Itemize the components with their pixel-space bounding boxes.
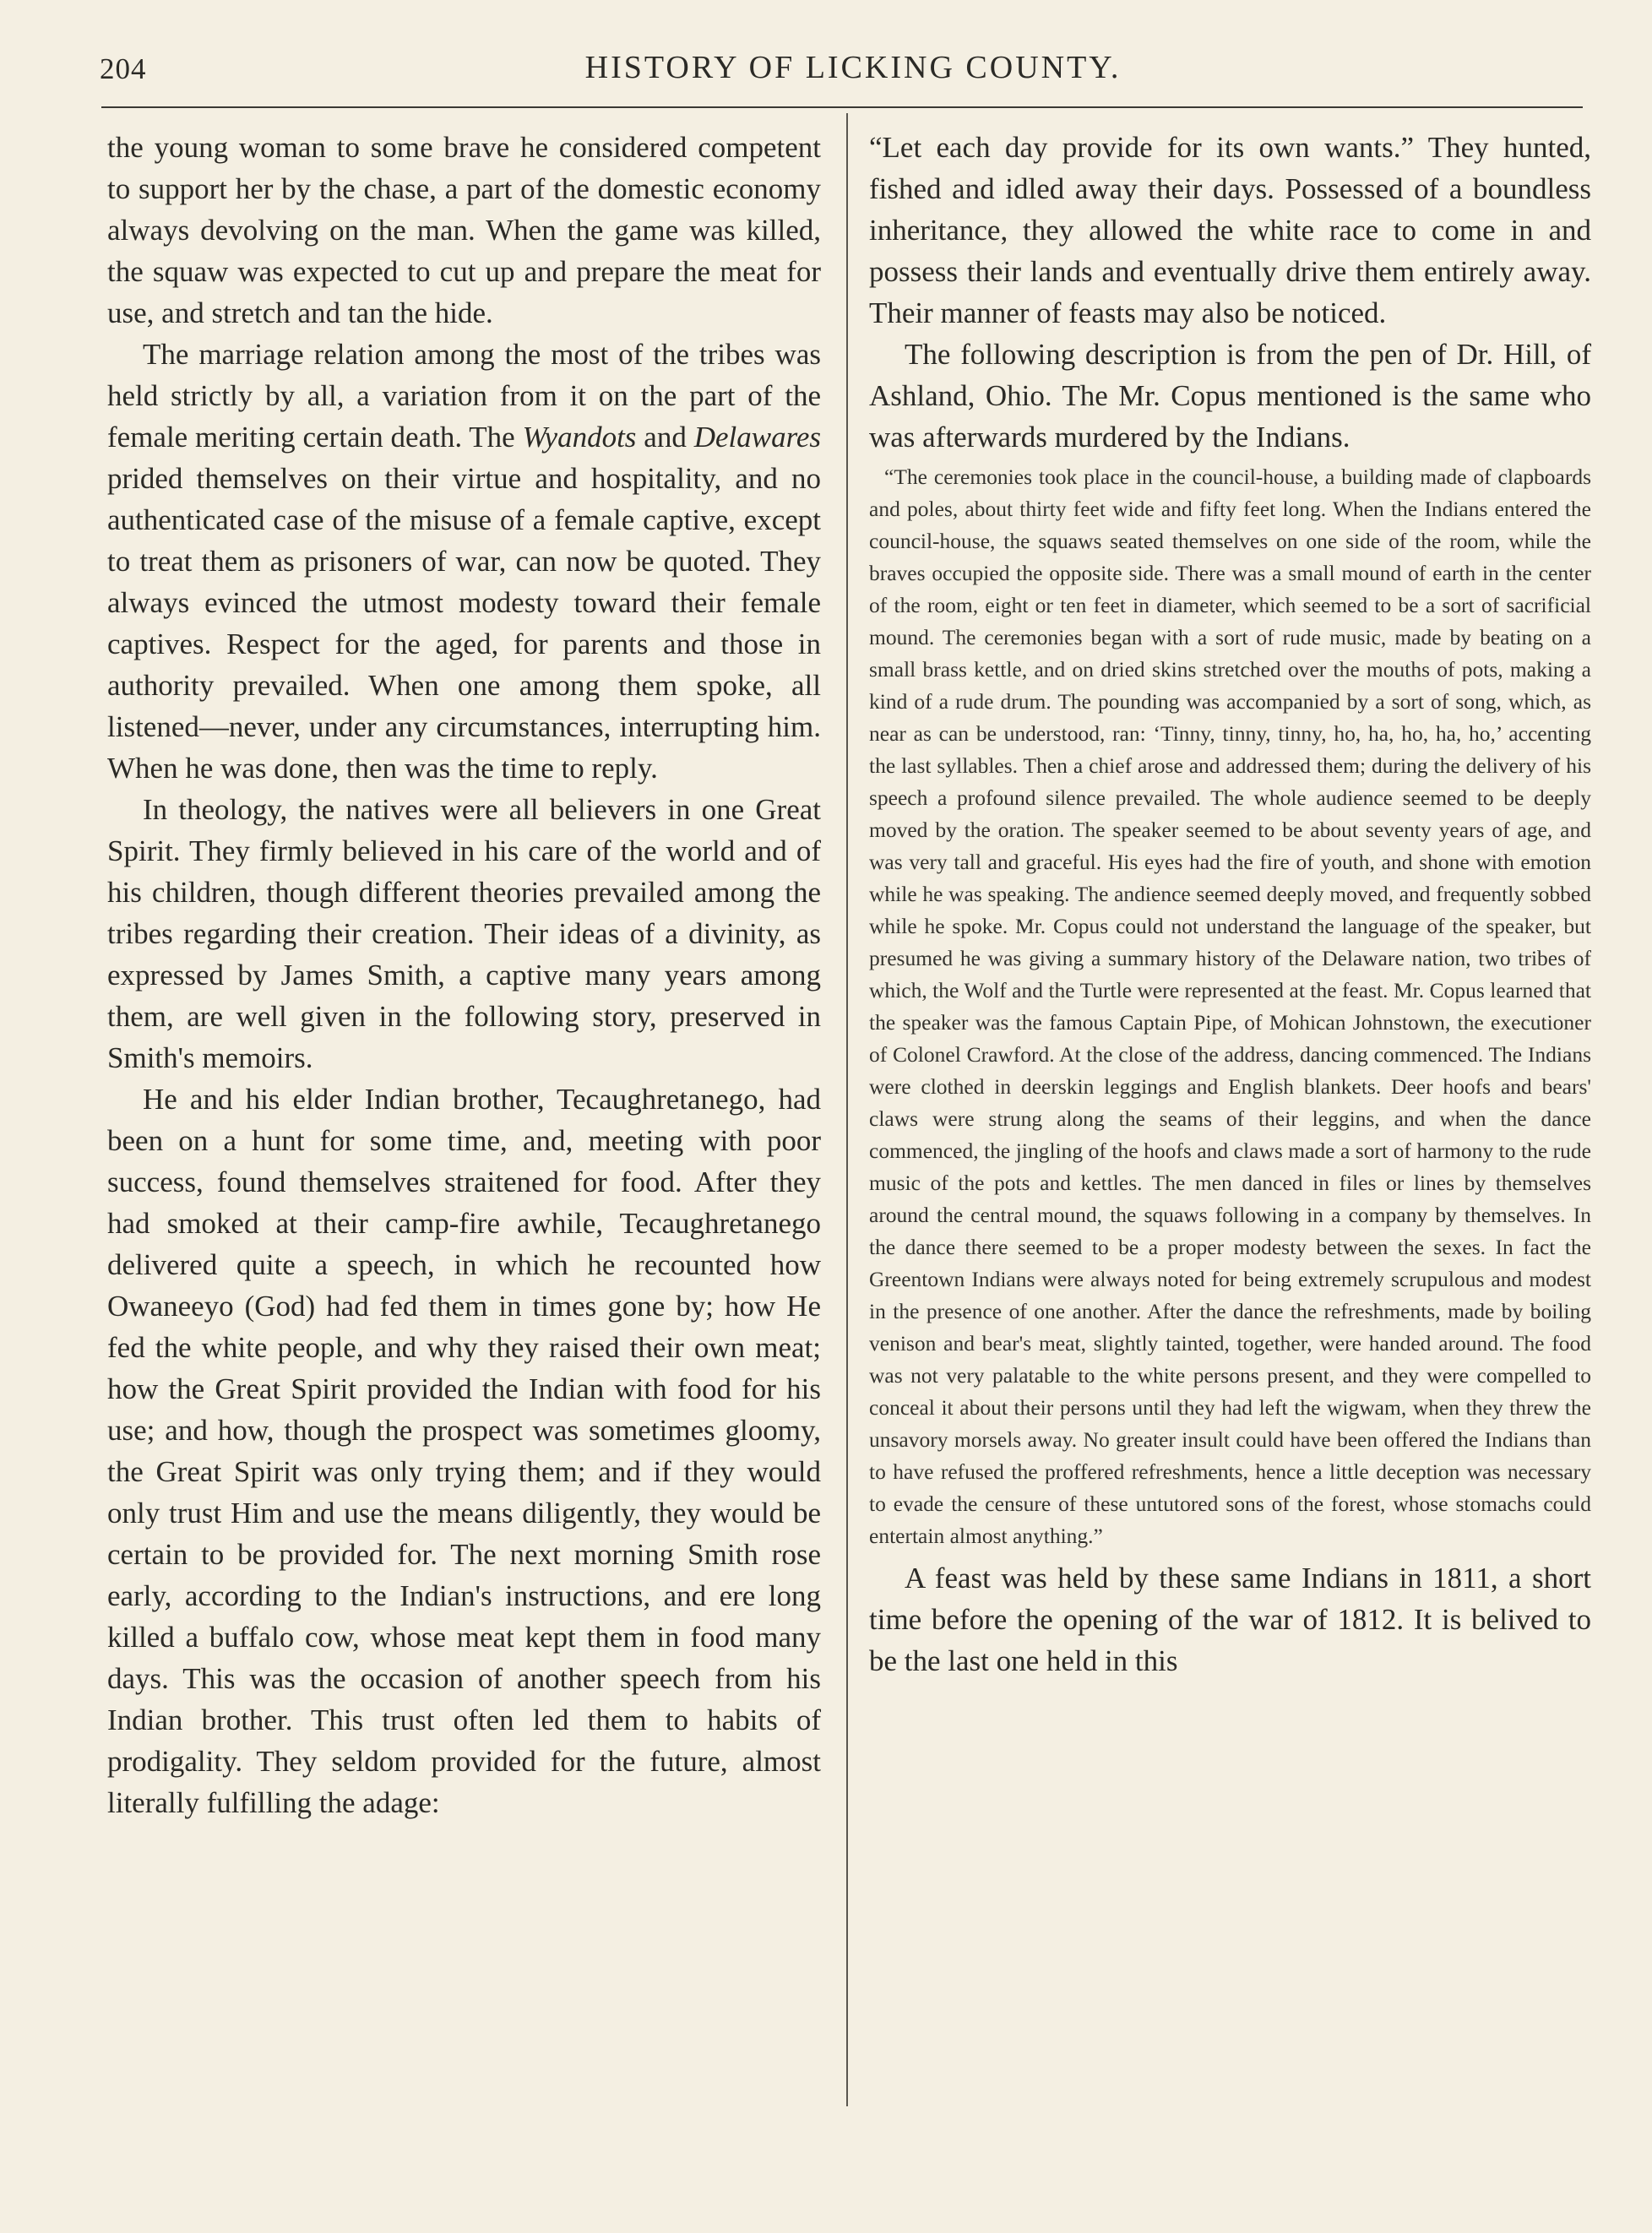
paragraph: In theology, the natives were all believers in one Great Spirit. They firmly believed in his care of the world and of his children, though different theories prevailed among the tribes regarding their creation. Their ideas of a divinity, as expressed by James Smith, a captive many years among them, are well given in the following story, preserved in Smith's memoirs. bbox=[107, 793, 821, 1074]
paragraph: the young woman to some brave he considered competent to support her by the chase, a part of the domestic economy always devolving on the man. When the game was killed, the squaw was expected to cut up and prepare the meat for use, and stretch and tan the hide. bbox=[107, 131, 821, 329]
tribe-name-delawares: Delawares bbox=[693, 421, 822, 454]
paragraph-text: prided themselves on their virtue and hospitality, and no authenticated case of the misuse of a female captive, except to treat them as prisoners of war, can now be quoted. They always evinced the utmost modesty toward their female captives. Respect for the aged, for parents and those in authority prevailed. When one among them spoke, all listened—never, under any circumstances, interrupting him. When he was done, then was the time to reply. bbox=[107, 462, 821, 785]
header-rule bbox=[101, 106, 1583, 108]
paragraph: “Let each day provide for its own wants.” They hunted, fished and idled away their days. Possessed of a boundless inheritance, they allowed the white race to come in and possess their lands and eventually drive them entirely away. Their manner of feasts may also be noticed. bbox=[869, 131, 1591, 329]
column-divider bbox=[846, 113, 848, 2106]
paragraph: He and his elder Indian brother, Tecaughretanego, had been on a hunt for some time, and, meeting with poor success, found themselves straitened for food. After they had smoked at their camp-fire awhile, Tecaughretanego delivered quite a speech, in which he recounted how Owaneeyo (God) had fed them in times gone by; how He fed the white people, and why they raised their own meat; how the Great Spirit provided the Indian with food for his use; and how, though the prospect was sometimes gloomy, the Great Spirit was only trying them; and if they would only trust Him and use the means diligently, they would be certain to be provided for. The next morning Smith rose early, according to the Indian's instructions, and ere long killed a buffalo cow, whose meat kept them in food many days. This was the occasion of another speech from his Indian brother. This trust often led them to habits of prodigality. They seldom provided for the future, almost literally fulfilling the adage: bbox=[107, 1083, 821, 1819]
tribe-name-wyandots: Wyandots bbox=[522, 421, 637, 454]
left-column bbox=[107, 127, 821, 1823]
block-quote: “The ceremonies took place in the council-house, a building made of clapboards and poles, about thirty feet wide and fifty feet long. When the Indians entered the council-house, the squaws seated themselves on one side of the room, while the braves occupied the opposite side. There was a small mound of earth in the center of the room, eight or ten feet in diameter, which seemed to be a sort of sacrificial mound. The ceremonies began with a sort of rude music, made by beating on a small brass kettle, and on dried skins stretched over the mouths of pots, making a kind of a rude drum. The pounding was accompanied by a sort of song, which, as near as can be understood, ran: ‘Tinny, tinny, tinny, ho, ha, ho, ha, ho,’ accenting the last syllables. Then a chief arose and addressed them; during the delivery of his speech a profound silence prevailed. The whole audience seemed to be deeply moved by the oration. The speaker seemed to be about seventy years of age, and was very tall and graceful. His eyes had the fire of youth, and shone with emotion while he was speaking. The andience seemed deeply moved, and frequently sobbed while he spoke. Mr. Copus could not understand the language of the speaker, but presumed he was giving a summary history of the Delaware nation, two tribes of which, the Wolf and the Turtle were represented at the feast. Mr. Copus learned that the speaker was the famous Captain Pipe, of Mohican Johnstown, the executioner of Colonel Crawford. At the close of the address, dancing commenced. The Indians were clothed in deerskin leggings and English blankets. Deer hoofs and bears' claws were strung along the seams of their leggins, and when the dance commenced, the jingling of the hoofs and claws made a sort of harmony to the rude music of the pots and kettles. The men danced in files or lines by themselves around the central mound, the squaws following in a company by themselves. In the dance there seemed to be a proper modesty between the sexes. In fact the Greentown Indians were always noted for being extremely scrupulous and modest in the presence of one another. After the dance the refreshments, made by boiling venison and bear's meat, slightly tainted, together, were handed around. The food was not very palatable to the white persons present, and they were compelled to conceal it about their persons until they had left the wigwam, when they threw the unsavory morsels away. No greater insult could have been offered the Indians than to have refused the proffered refreshments, hence a little deception was necessary to evade the censure of these untutored sons of the forest, whose stomachs could entertain almost anything.” bbox=[869, 465, 1591, 1548]
running-title: HISTORY OF LICKING COUNTY. bbox=[584, 50, 1122, 85]
right-column bbox=[869, 127, 1591, 1682]
paragraph-text: and bbox=[644, 421, 687, 454]
paragraph-text: The marriage relation among the most of the tribes was held strictly by all, a variation from it on the part of the female meriting certain death. The bbox=[107, 338, 821, 454]
paragraph: The following description is from the pen of Dr. Hill, of Ashland, Ohio. The Mr. Copus mentioned is the same who was afterwards murdered by the Indians. bbox=[869, 338, 1591, 454]
paragraph: A feast was held by these same Indians in 1811, a short time before the opening of the war of 1812. It is belived to be the last one held in this bbox=[869, 1562, 1591, 1677]
paragraph bbox=[107, 334, 821, 789]
page-number: 204 bbox=[100, 52, 147, 85]
